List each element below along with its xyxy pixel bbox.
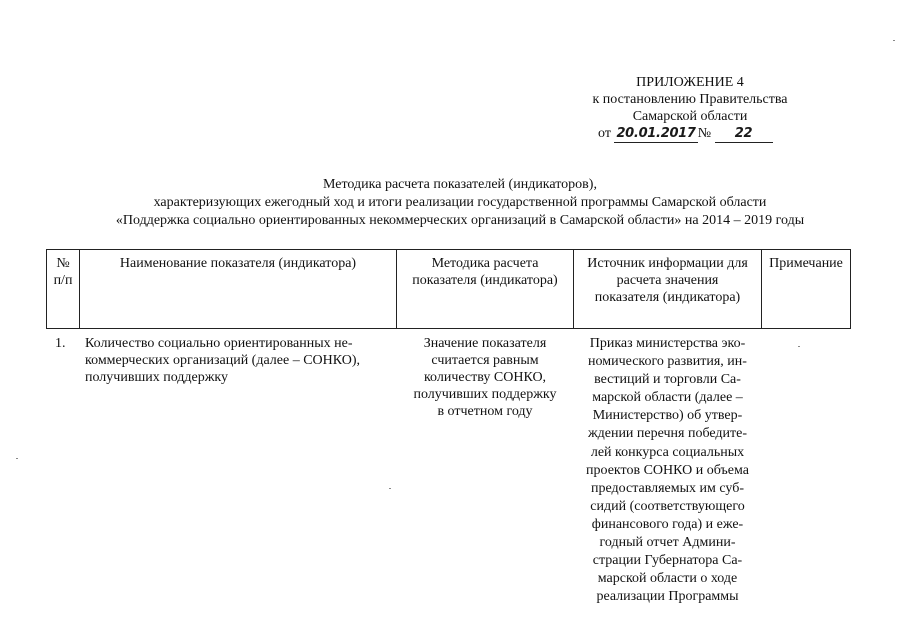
appendix-date-line <box>598 125 820 143</box>
header-num: № п/п <box>53 256 73 288</box>
row-source: Приказ министерства эко- номического развития, ин- вестиций и торговли Са- марской области (далее – Министерство) об утвер- ждении перечня победите- лей конкурса социальных проектов СОНКО и объема предоставляемых им суб- сидий (соответствующего финансового года) и еже- годный отчет Админи- страции Губернатора Са- марской области о ходе реализации Программы <box>586 336 749 605</box>
handwritten-date: 20.01.2017 <box>616 126 696 141</box>
table-top-border <box>46 249 851 250</box>
indicators-table <box>46 249 851 627</box>
appendix-title: ПРИЛОЖЕНИЕ 4 <box>636 75 744 90</box>
appendix-decree-line: к постановлению Правительства <box>592 92 788 107</box>
header-note: Примечание <box>769 256 843 271</box>
appendix-block <box>560 74 820 143</box>
scan-speck <box>16 458 18 459</box>
row-method: Значение показателя считается равным количеству СОНКО, получивших поддержку в отчетном году <box>413 336 557 419</box>
row-num: 1. <box>55 336 66 351</box>
row-indicator-name: Количество социально ориентированных не- коммерческих организаций (далее – СОНКО), получивших поддержку <box>85 336 361 385</box>
number-prefix: № <box>697 126 712 141</box>
header-method: Методика расчета показателя (индикатора) <box>412 256 558 288</box>
date-prefix: от <box>598 126 611 141</box>
scan-speck <box>893 40 895 41</box>
table-right-border <box>850 249 851 329</box>
header-name: Наименование показателя (индикатора) <box>119 256 357 271</box>
document-title <box>40 176 880 230</box>
scan-speck <box>389 488 391 489</box>
title-line-2: характеризующих ежегодный ход и итоги реализации государственной программы Самарской области <box>153 195 767 210</box>
title-line-1: Методика расчета показателей (индикаторов), <box>323 177 597 192</box>
title-line-3: «Поддержка социально ориентированных некоммерческих организаций в Самарской области» на 2014 – 2019 годы <box>115 213 805 228</box>
handwritten-number: 22 <box>715 125 773 143</box>
scan-speck <box>798 346 800 347</box>
table-header-bottom-border <box>46 328 851 329</box>
header-source: Источник информации для расчета значения показателя (индикатора) <box>587 256 748 305</box>
appendix-region-line: Самарской области <box>632 109 748 124</box>
